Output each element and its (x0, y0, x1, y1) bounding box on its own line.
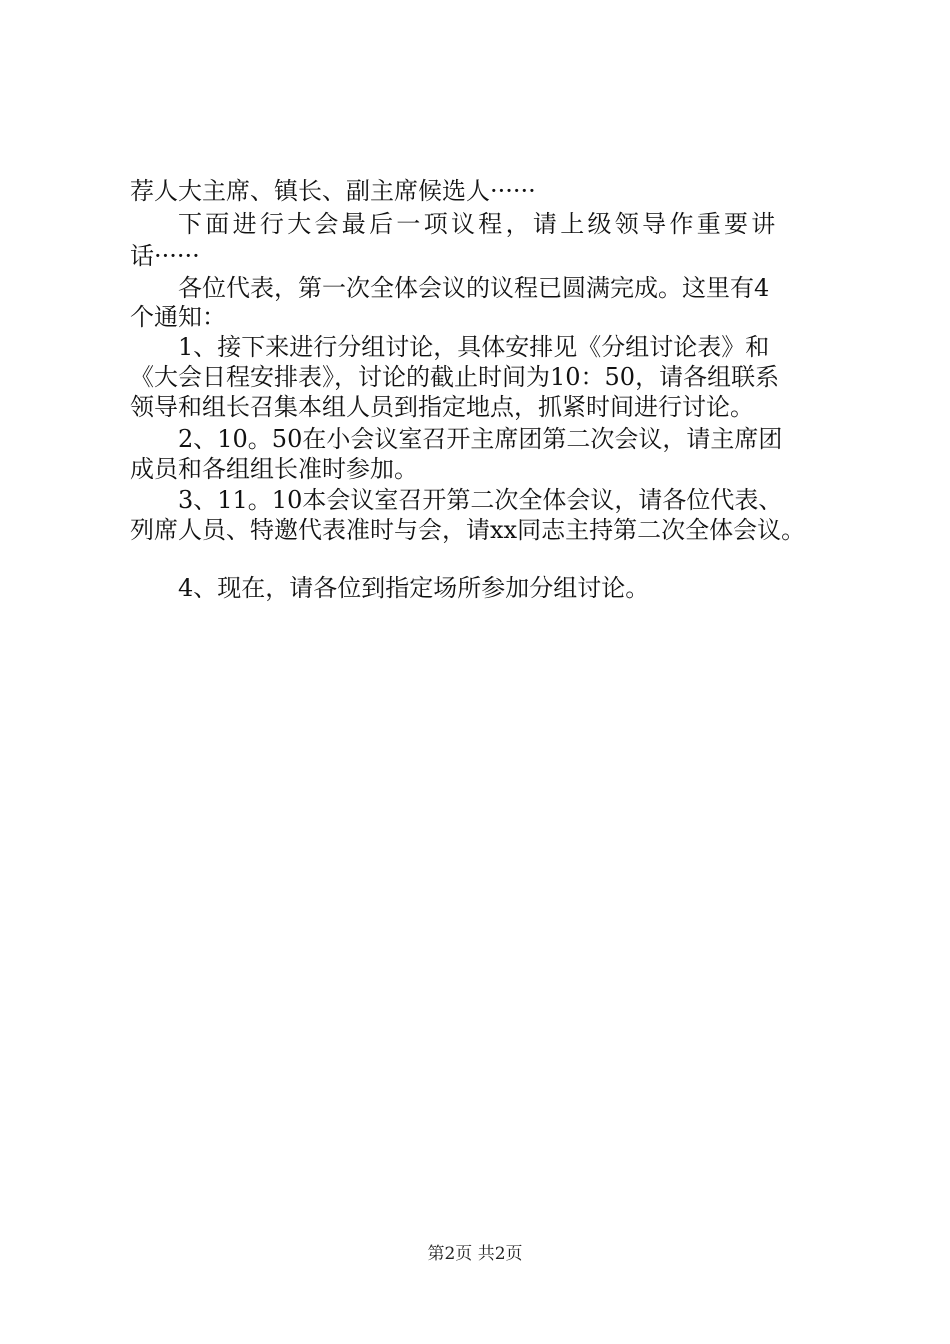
page-number-footer: 第2页 共2页 (427, 1244, 523, 1264)
text-line: 各位代表，第一次全体会议的议程已圆满完成。这里有4 (178, 274, 770, 302)
text-line: 4、现在，请各位到指定场所参加分组讨论。 (178, 574, 650, 602)
text-line: 个通知： (130, 303, 226, 331)
text-line: 下面进行大会最后一项议程，请上级领导作重要讲 (178, 210, 779, 238)
text-line: 成员和各组组长准时参加。 (130, 455, 418, 483)
text-line: 1、接下来进行分组讨论，具体安排见《分组讨论表》和 (178, 333, 770, 361)
text-line: 3、11。10本会议室召开第二次全体会议，请各位代表、 (178, 486, 783, 514)
text-line: 话······ (130, 242, 200, 270)
text-line: 列席人员、特邀代表准时与会，请xx同志主持第二次全体会议。 (130, 516, 806, 544)
text-line: 领导和组长召集本组人员到指定地点，抓紧时间进行讨论。 (130, 393, 754, 421)
text-line: 荐人大主席、镇长、副主席候选人······ (130, 177, 536, 205)
text-line: 《大会日程安排表》，讨论的截止时间为10：50，请各组联系 (130, 363, 780, 391)
text-line: 2、10。50在小会议室召开主席团第二次会议，请主席团 (178, 425, 783, 453)
